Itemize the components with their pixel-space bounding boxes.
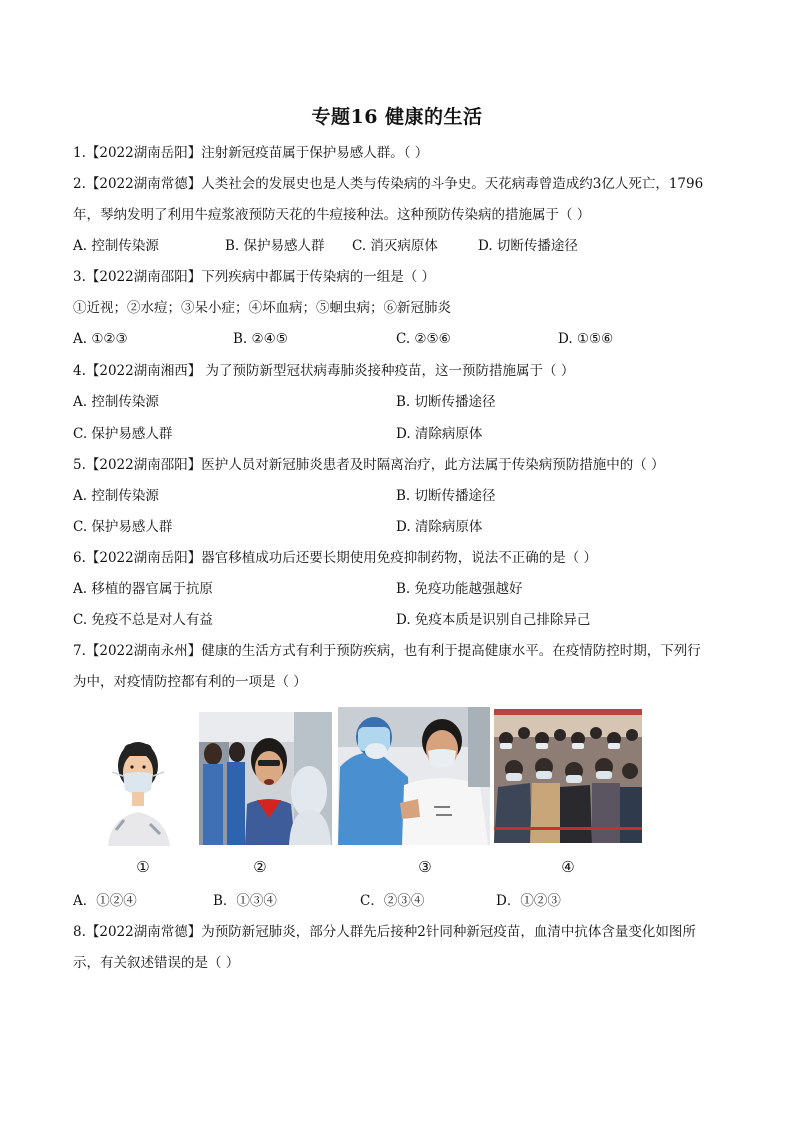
question-6-line-1: 6.【2022湖南岳阳】器官移植成功后还要长期使用免疫抑制药物，说法不正确的是（ ） bbox=[73, 550, 598, 566]
question-2-option-c: C. 消灭病原体 bbox=[352, 238, 438, 254]
question-3-option-a: A. ①②③ bbox=[73, 331, 128, 347]
question-5-option-a: A. 控制传染源 bbox=[73, 488, 159, 504]
question-3-line-2: ①近视；②水痘；③呆小症；④坏血病；⑤蛔虫病；⑥新冠肺炎 bbox=[73, 300, 451, 316]
question-2-option-b: B. 保护易感人群 bbox=[225, 238, 325, 254]
photo-2-students bbox=[199, 712, 332, 845]
question-6-option-d: D. 免疫本质是识别自己排除异己 bbox=[396, 612, 591, 628]
question-7-option-d: D．①②③ bbox=[496, 893, 561, 909]
question-6-option-a: A. 移植的器官属于抗原 bbox=[73, 581, 213, 597]
photo-caption-3: ③ bbox=[418, 858, 432, 876]
photo-caption-4: ④ bbox=[561, 858, 575, 876]
question-7-line-2: 为中，对疫情防控都有利的一项是（ ） bbox=[73, 674, 307, 690]
photo-4-crowd bbox=[494, 709, 642, 843]
photo-3-vaccination bbox=[338, 707, 490, 845]
question-2-option-a: A. 控制传染源 bbox=[73, 238, 159, 254]
question-4-option-c: C. 保护易感人群 bbox=[73, 426, 173, 442]
question-4-line-1: 4.【2022湖南湘西】 为了预防新型冠状病毒肺炎接种疫苗，这一预防措施属于（ ） bbox=[73, 363, 575, 379]
photo-caption-2: ② bbox=[253, 858, 267, 876]
question-6-option-c: C. 免疫不总是对人有益 bbox=[73, 612, 213, 628]
photo-1-woman-mask bbox=[90, 720, 186, 846]
question-4-option-d: D. 清除病原体 bbox=[396, 426, 483, 442]
question-7-option-b: B．①③④ bbox=[213, 893, 277, 909]
question-2-option-d: D. 切断传播途径 bbox=[478, 238, 578, 254]
question-3-option-b: B. ②④⑤ bbox=[233, 331, 288, 347]
question-5-option-c: C. 保护易感人群 bbox=[73, 519, 173, 535]
question-4-option-a: A. 控制传染源 bbox=[73, 394, 159, 410]
question-5-line-1: 5.【2022湖南邵阳】医护人员对新冠肺炎患者及时隔离治疗，此方法属于传染病预防措施中的（ ） bbox=[73, 457, 665, 473]
question-3-option-c: C. ②⑤⑥ bbox=[396, 331, 451, 347]
question-4-option-b: B. 切断传播途径 bbox=[396, 394, 496, 410]
photo-caption-1: ① bbox=[136, 858, 150, 876]
question-2-line-2: 年，琴纳发明了利用牛痘浆液预防天花的牛痘接种法。这种预防传染病的措施属于（ ） bbox=[73, 207, 591, 223]
question-5-option-d: D. 清除病原体 bbox=[396, 519, 483, 535]
question-5-option-b: B. 切断传播途径 bbox=[396, 488, 496, 504]
page-title: 专题16 健康的生活 bbox=[311, 106, 483, 128]
question-8-line-1: 8.【2022湖南常德】为预防新冠肺炎，部分人群先后接种2针同种新冠疫苗，血清中抗体含量变化如图所 bbox=[73, 924, 696, 940]
question-7-option-c: C．②③④ bbox=[360, 893, 425, 909]
question-6-option-b: B. 免疫功能越强越好 bbox=[396, 581, 523, 597]
question-1: 1.【2022湖南岳阳】注射新冠疫苗属于保护易感人群。（ ） bbox=[73, 145, 429, 161]
question-3-line-1: 3.【2022湖南邵阳】下列疾病中都属于传染病的一组是（ ） bbox=[73, 269, 436, 285]
question-8-line-2: 示，有关叙述错误的是（ ） bbox=[73, 955, 240, 971]
question-7-option-a: A．①②④ bbox=[73, 893, 137, 909]
question-2-line-1: 2.【2022湖南常德】人类社会的发展史也是人类与传染病的斗争史。天花病毒曾造成约3亿人死亡，1796 bbox=[73, 176, 704, 192]
question-3-option-d: D. ①⑤⑥ bbox=[558, 331, 614, 347]
question-7-line-1: 7.【2022湖南永州】健康的生活方式有利于预防疾病，也有利于提高健康水平。在疫情防控时期，下列行 bbox=[73, 643, 701, 659]
